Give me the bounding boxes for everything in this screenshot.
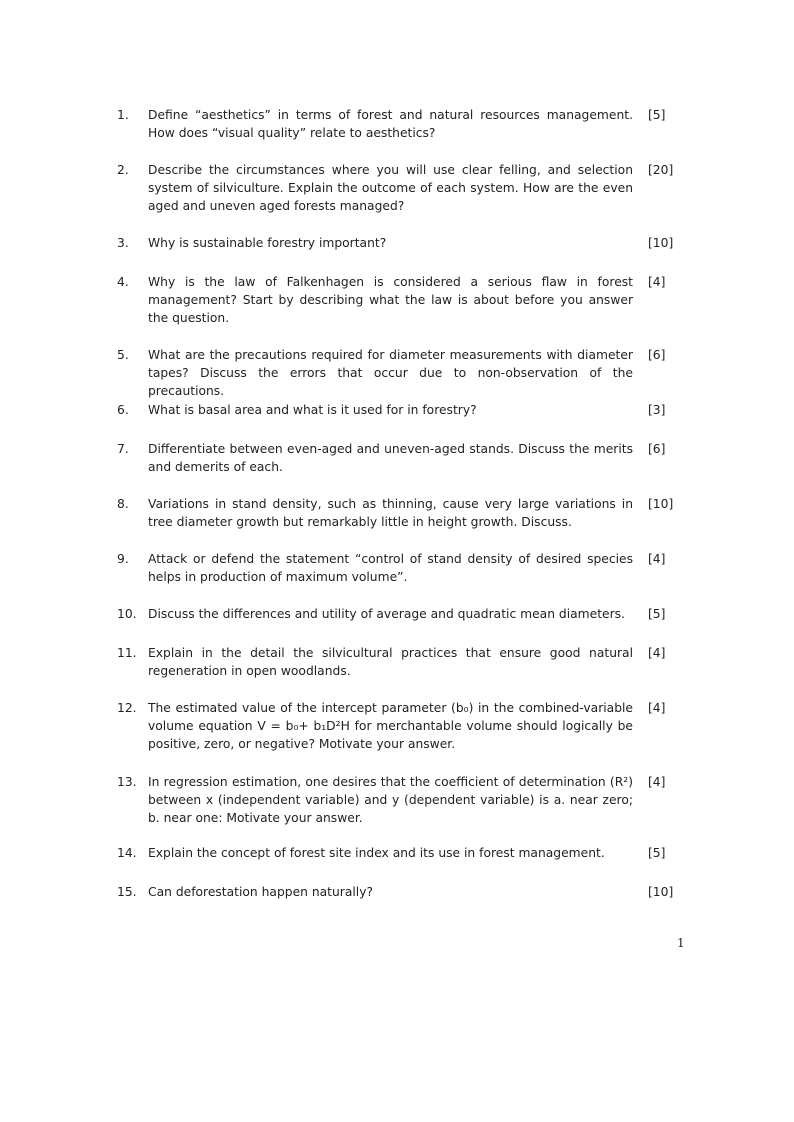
question-text: Differentiate between even-aged and uneven-aged stands. Discuss the merits and demerits of each. bbox=[148, 442, 633, 474]
question-marks: [4] bbox=[648, 701, 666, 715]
question-number: 14. bbox=[117, 846, 137, 860]
question-marks: [6] bbox=[648, 348, 666, 362]
question-text: The estimated value of the intercept parameter (b₀) in the combined-variable volume equation V = b₀+ b₁D²H for merchantable volume should logically be positive, zero, or negative? Motivate your answer. bbox=[148, 701, 633, 751]
question-text: Discuss the differences and utility of average and quadratic mean diameters. bbox=[148, 607, 625, 621]
question-text: Explain in the detail the silvicultural practices that ensure good natural regeneration in open woodlands. bbox=[148, 646, 633, 678]
question-marks: [5] bbox=[648, 108, 666, 122]
question-marks: [5] bbox=[648, 846, 666, 860]
question-marks: [4] bbox=[648, 775, 666, 789]
question-text: What is basal area and what is it used for in forestry? bbox=[148, 403, 477, 417]
question-text: What are the precautions required for diameter measurements with diameter tapes? Discuss the errors that occur due to non-observation of the precautions. bbox=[148, 348, 633, 398]
question-text: Variations in stand density, such as thinning, cause very large variations in tree diameter growth but remarkably little in height growth. Discuss. bbox=[148, 497, 633, 529]
question-number: 4. bbox=[117, 275, 129, 289]
question-number: 6. bbox=[117, 403, 129, 417]
question-marks: [5] bbox=[648, 607, 666, 621]
question-number: 8. bbox=[117, 497, 129, 511]
question-marks: [3] bbox=[648, 403, 666, 417]
question-marks: [4] bbox=[648, 552, 666, 566]
question-marks: [4] bbox=[648, 646, 666, 660]
question-text: In regression estimation, one desires that the coefficient of determination (R²) between x (independent variable) and y (dependent variable) is a. near zero; b. near one: Motivate your answer. bbox=[148, 775, 633, 825]
question-text: Explain the concept of forest site index and its use in forest management. bbox=[148, 846, 605, 860]
question-text: Can deforestation happen naturally? bbox=[148, 885, 374, 899]
question-number: 7. bbox=[117, 442, 129, 456]
question-marks: [20] bbox=[648, 163, 674, 177]
question-number: 3. bbox=[117, 236, 129, 250]
question-text: Why is sustainable forestry important? bbox=[148, 236, 387, 250]
question-number: 5. bbox=[117, 348, 129, 362]
question-number: 1. bbox=[117, 108, 129, 122]
question-number: 2. bbox=[117, 163, 129, 177]
question-marks: [10] bbox=[648, 236, 674, 250]
question-text: Why is the law of Falkenhagen is considered a serious flaw in forest management? Start by describing what the law is about before you answer the question. bbox=[148, 275, 633, 325]
question-text: Describe the circumstances where you will use clear felling, and selection system of silviculture. Explain the outcome of each system. How are the even aged and uneven aged forests managed? bbox=[148, 163, 633, 213]
question-number: 13. bbox=[117, 775, 137, 789]
question-number: 15. bbox=[117, 885, 137, 899]
question-text: Attack or defend the statement “control of stand density of desired species helps in production of maximum volume”. bbox=[148, 552, 633, 584]
question-text: Define “aesthetics” in terms of forest and natural resources management. How does “visual quality” relate to aesthetics? bbox=[148, 108, 633, 140]
question-marks: [10] bbox=[648, 497, 674, 511]
question-number: 11. bbox=[117, 646, 137, 660]
question-marks: [4] bbox=[648, 275, 666, 289]
question-marks: [10] bbox=[648, 885, 674, 899]
question-number: 12. bbox=[117, 701, 137, 715]
question-number: 10. bbox=[117, 607, 137, 621]
question-number: 9. bbox=[117, 552, 129, 566]
question-marks: [6] bbox=[648, 442, 666, 456]
page-number: 1 bbox=[677, 936, 685, 950]
